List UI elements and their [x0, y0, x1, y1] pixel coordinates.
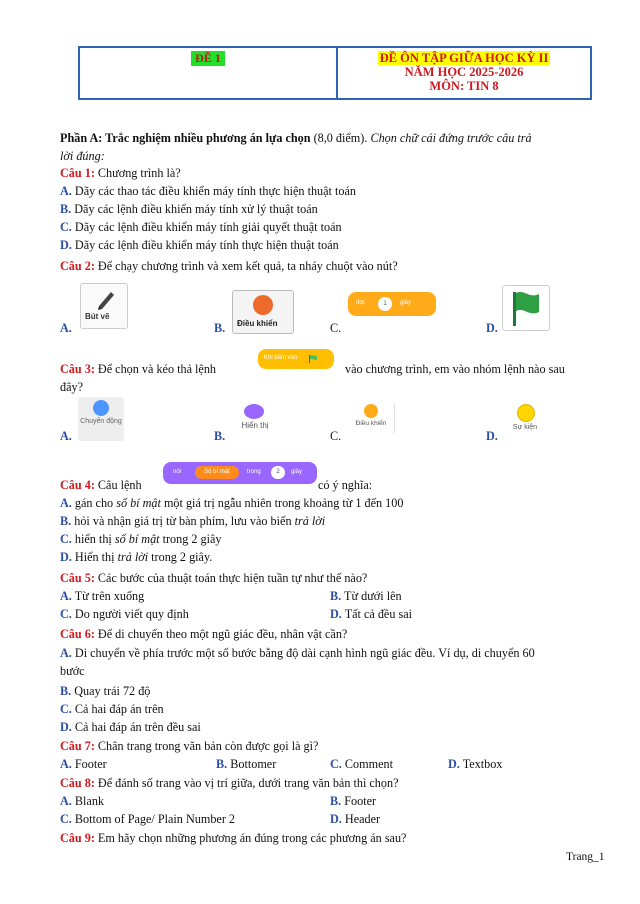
control-category-label-2: Điều khiển [355, 420, 387, 427]
q8-options-ab: A. Blank B. Footer [60, 794, 377, 808]
q6-option-a: A. Di chuyển về phía trước một số bước bằng độ dài cạnh hình ngũ giác đều. Ví dụ, di chuyển 60 [60, 646, 535, 660]
q4-option-d: D. Hiển thị trả lời trong 2 giây. [60, 550, 213, 564]
say-block-seconds: 2 [271, 466, 285, 479]
question-4: Câu 4: Câu lệnh [60, 478, 142, 492]
school-year: NĂM HỌC 2025-2026 [404, 65, 524, 79]
q4-option-b: B. hỏi và nhận giá trị từ bàn phím, lưu vào biến trả lời [60, 514, 326, 528]
q3-letter-a: A. [60, 429, 72, 443]
exam-title: ĐỀ ÔN TẬP GIỮA HỌC KỲ II [379, 51, 549, 65]
pen-extension-label: Bút vẽ [85, 312, 110, 321]
events-category-icon [502, 404, 548, 436]
q6-option-a-cont: bước [60, 664, 85, 678]
q1-option-d: D. Dãy các lệnh điều khiển máy tính thực hiện thuật toán [60, 238, 339, 252]
q2-letter-c: C. [330, 321, 342, 335]
part-a-heading: Phần A: Trắc nghiệm nhiều phương án lựa chọn (8,0 điểm). Chọn chữ cái đứng trước câu trả [60, 131, 532, 145]
q1-option-c: C. Dãy các lệnh điều khiển máy tính giải quyết thuật toán [60, 220, 342, 234]
q3-letter-c: C. [330, 429, 342, 443]
question-8: Câu 8: Để đánh số trang vào vị trí giữa, dưới trang văn bản thì chọn? [60, 776, 399, 790]
control-category-icon [232, 290, 294, 334]
events-category-label: Sự kiện [512, 424, 538, 431]
q8-options-cd: C. Bottom of Page/ Plain Number 2 D. Header [60, 812, 381, 826]
subject: MÔN: TIN 8 [429, 79, 499, 93]
part-a-instruction-cont: lời đúng: [60, 149, 105, 163]
when-flag-clicked-label: Khi bấm vào [264, 355, 298, 361]
q1-option-a: A. Dãy các thao tác điều khiển máy tính thực hiện thuật toán [60, 184, 356, 198]
question-2: Câu 2: Để chạy chương trình và xem kết quả, ta nháy chuột vào nút? [60, 259, 398, 273]
page-number: Trang_1 [566, 851, 605, 863]
question-5: Câu 5: Các bước của thuật toán thực hiện tuần tự như thế nào? [60, 571, 368, 585]
say-block-variable: Số bí mật [195, 466, 239, 479]
question-7: Câu 7: Chân trang trong văn bản còn được gọi là gì? [60, 739, 319, 753]
looks-category-label: Hiển thị [241, 421, 269, 430]
header-table [78, 46, 592, 100]
orange-circle-icon [253, 295, 273, 315]
q4-option-a: A. gán cho số bí mật một giá trị ngẫu nhiên trong khoảng từ 1 đến 100 [60, 496, 404, 510]
control-category-label: Điều khiển [237, 319, 278, 328]
say-block-label: nói [173, 469, 182, 475]
header-right-cell [338, 48, 590, 98]
q3-letter-b: B. [214, 429, 226, 443]
question-3-cont: vào chương trình, em vào nhóm lệnh nào sau [345, 362, 565, 376]
q4-option-c: C. hiển thị số bí mật trong 2 giây [60, 532, 222, 546]
question-3-cont2: đây? [60, 380, 84, 394]
q2-letter-a: A. [60, 321, 72, 335]
q3-letter-d: D. [486, 429, 498, 443]
motion-category-icon [78, 397, 124, 441]
motion-category-label: Chuyển động [80, 418, 122, 425]
wait-block-unit: giây [400, 300, 412, 306]
q6-option-d: D. Cả hai đáp án trên đều sai [60, 720, 201, 734]
exam-code-label: ĐỀ 1 [191, 51, 225, 66]
pen-extension-icon [80, 283, 128, 329]
q6-option-c: C. Cả hai đáp án trên [60, 702, 164, 716]
yellow-circle-icon [517, 404, 535, 422]
q5-options-ab: A. Từ trên xuống B. Từ dưới lên [60, 589, 402, 603]
question-1: Câu 1: Chương trình là? [60, 166, 181, 180]
q2-letter-d: D. [486, 321, 498, 335]
question-6: Câu 6: Để di chuyển theo một ngũ giác đều, nhân vật cần? [60, 627, 348, 641]
purple-circle-icon [244, 404, 264, 419]
say-block-in: trong [247, 469, 261, 475]
say-block-unit: giây [291, 469, 303, 475]
q5-options-cd: C. Do người viết quy định D. Tất cả đều sai [60, 607, 413, 621]
wait-block [348, 292, 436, 316]
green-flag-icon [502, 285, 550, 331]
header-left-cell [80, 48, 338, 98]
orange-circle-icon-2 [364, 404, 378, 418]
q6-option-b: B. Quay trái 72 độ [60, 684, 151, 698]
control-category-icon-2 [348, 402, 395, 434]
wait-block-value: 1 [378, 297, 392, 311]
looks-category-icon [232, 404, 278, 434]
q1-option-b: B. Dãy các lệnh điều khiển máy tính xử lý thuật toán [60, 202, 318, 216]
wait-block-label: đợi [356, 300, 365, 306]
q2-letter-b: B. [214, 321, 226, 335]
blue-circle-icon [93, 400, 109, 416]
question-3: Câu 3: Để chọn và kéo thả lệnh [60, 362, 217, 376]
question-4-cont: có ý nghĩa: [318, 478, 373, 492]
question-9: Câu 9: Em hãy chọn những phương án đúng trong các phương án sau? [60, 831, 407, 845]
q7-options: A. Footer B. Bottomer C. Comment D. Textbox [60, 757, 503, 771]
